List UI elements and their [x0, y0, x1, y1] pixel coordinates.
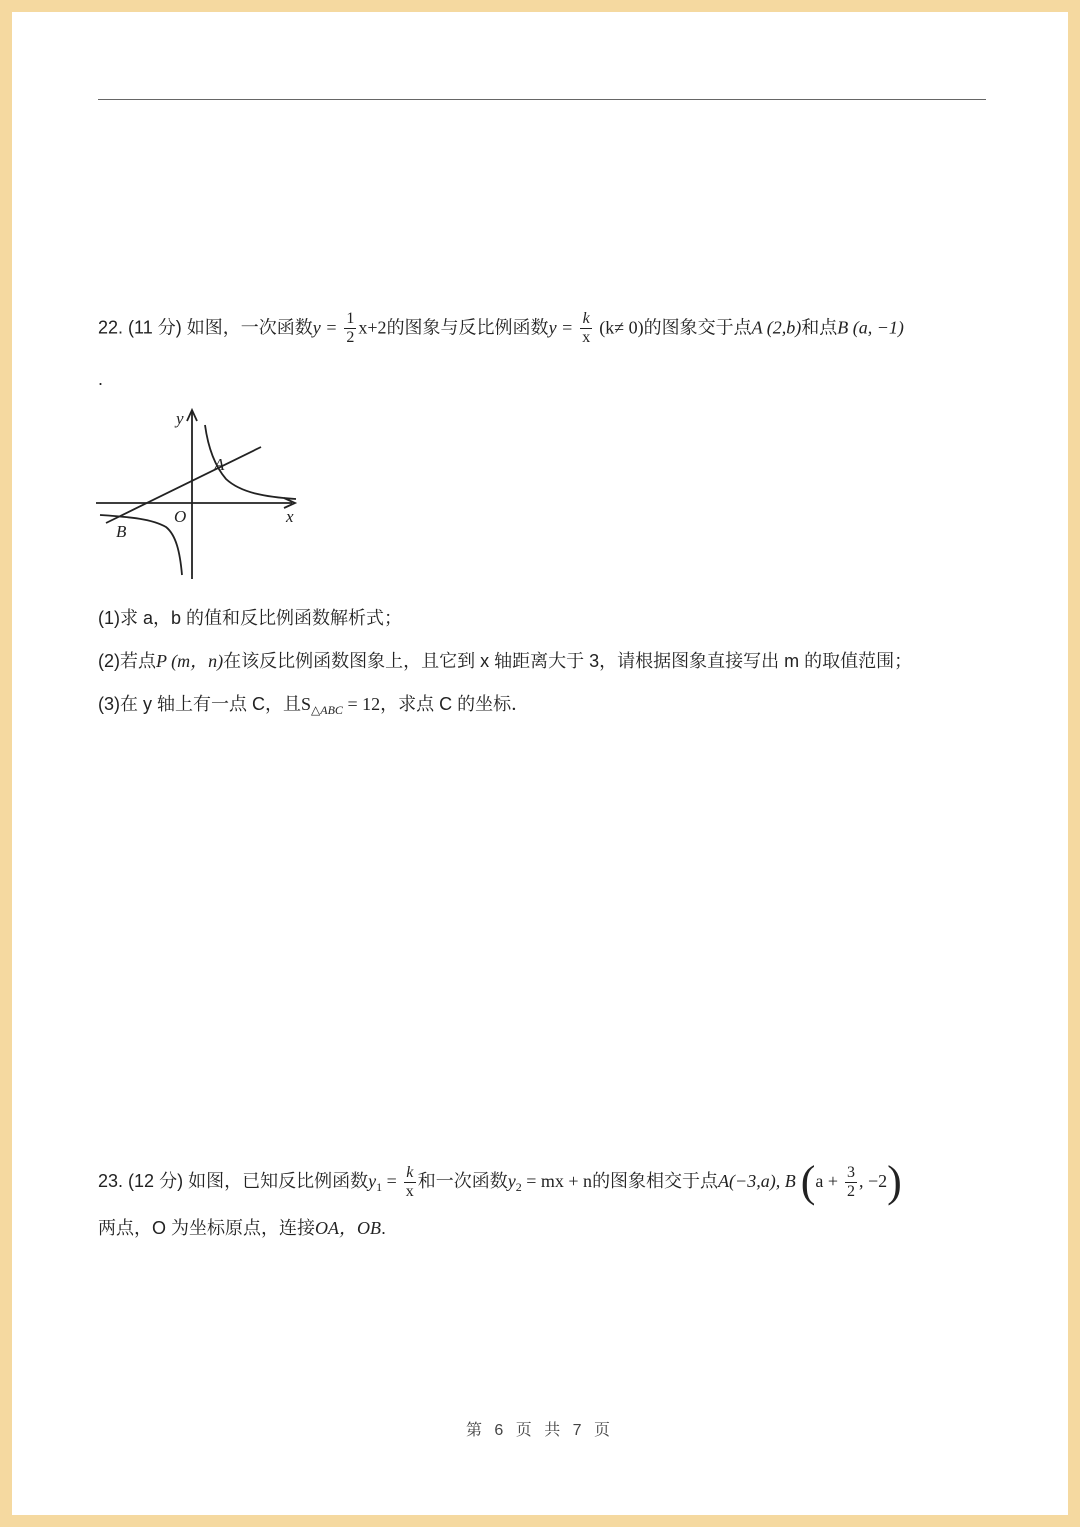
- q22-mid-text: 的图象与反比例函数: [386, 317, 549, 338]
- q22-graph-figure: [96, 407, 306, 582]
- frac-den: 2: [346, 329, 355, 346]
- hyperbola-branch-q3: [100, 515, 182, 575]
- q23-line2-math: OA，OB: [315, 1218, 382, 1238]
- q23-pb-left: a +: [815, 1170, 838, 1191]
- frac-num: k: [406, 1163, 414, 1181]
- q22-eq2-lhs: y =: [548, 317, 574, 338]
- document-page: [12, 12, 1068, 1515]
- q23-number: 23.: [98, 1170, 124, 1191]
- frac-num: 1: [346, 310, 355, 327]
- q22-number: 22.: [98, 317, 124, 338]
- q23-pb-right: , −2: [859, 1170, 888, 1191]
- q22-frac-half: [344, 310, 356, 347]
- q22-trailing-dot: .: [98, 369, 104, 389]
- q22-sub3-subscript: △ABC: [311, 703, 343, 717]
- q22-sub3-s: S: [301, 694, 312, 714]
- q23-eq2: = mx + n: [521, 1170, 593, 1191]
- q23-text3: 的图象相交于点: [592, 1170, 719, 1191]
- q23-frac-three-halves: [845, 1164, 857, 1201]
- q22-intro: 如图，一次函数: [186, 317, 313, 338]
- left-paren: (: [800, 1157, 816, 1206]
- q23-stem-line: [98, 1157, 902, 1206]
- label-point-a: A: [214, 455, 225, 474]
- q22-and-text: 和点: [801, 317, 838, 338]
- q22-sub2-point-p: P (m，n): [156, 651, 224, 671]
- header-rule: [98, 99, 986, 100]
- q23-y2-sub: 2: [515, 1179, 522, 1194]
- q23-y2: y: [507, 1170, 516, 1191]
- frac-num: 3: [847, 1163, 856, 1181]
- q22-sub2-post: 在该反比例函数图象上，且它到 x 轴距离大于 3，请根据图象直接写出 m 的取值范围；: [223, 651, 913, 671]
- label-y: y: [176, 409, 184, 428]
- q23-frac-kx: [404, 1164, 416, 1201]
- q22-sub1: (1)求 a，b 的值和反比例函数解析式；: [98, 608, 403, 628]
- q22-sub3-eq: = 12: [342, 694, 381, 714]
- q23-points: (12 分): [128, 1170, 184, 1191]
- q22-sub3-post: ，求点 C 的坐标．: [380, 694, 530, 714]
- q23-line2-end: .: [381, 1218, 387, 1238]
- q22-eq-lhs: y =: [312, 317, 338, 338]
- q23-points-ab: A(−3,a), B: [718, 1170, 796, 1191]
- q22-sub3-pre: (3)在 y 轴上有一点 C，且: [98, 694, 302, 714]
- q22-eq-rest: x+2: [358, 317, 387, 338]
- q22-point-b: B (a, −1): [837, 317, 904, 338]
- q23-y1: y: [368, 1170, 377, 1191]
- q23-y1-sub: 1: [376, 1179, 383, 1194]
- frac-den: x: [582, 329, 591, 346]
- q22-sub2-pre: (2)若点: [98, 651, 156, 671]
- frac-num: k: [582, 310, 590, 327]
- q22-sub3: [98, 691, 529, 723]
- q22-point-a: A (2,b): [751, 317, 802, 338]
- label-origin: O: [174, 507, 187, 526]
- right-paren: ): [887, 1157, 902, 1206]
- label-x: x: [286, 507, 294, 526]
- q22-points: (11 分): [128, 317, 182, 338]
- q22-sub2: [98, 648, 912, 674]
- q23-line2: [98, 1215, 386, 1241]
- q23-eq: =: [382, 1170, 397, 1191]
- q22-text3: 的图象交于点: [643, 317, 752, 338]
- q23-text2: 和一次函数: [417, 1170, 508, 1191]
- q23-line2-text: 两点，O 为坐标原点，连接: [98, 1218, 316, 1238]
- label-point-b: B: [116, 522, 127, 541]
- q22-frac-kx: [580, 310, 592, 347]
- frac-den: 2: [847, 1182, 856, 1200]
- q23-intro: 如图，已知反比例函数: [188, 1170, 369, 1191]
- q22-condition: (k≠ 0): [599, 317, 644, 338]
- page-footer: 第 6 页 共 7 页: [465, 1422, 615, 1439]
- frac-den: x: [405, 1182, 414, 1200]
- q22-stem-line: [98, 310, 904, 347]
